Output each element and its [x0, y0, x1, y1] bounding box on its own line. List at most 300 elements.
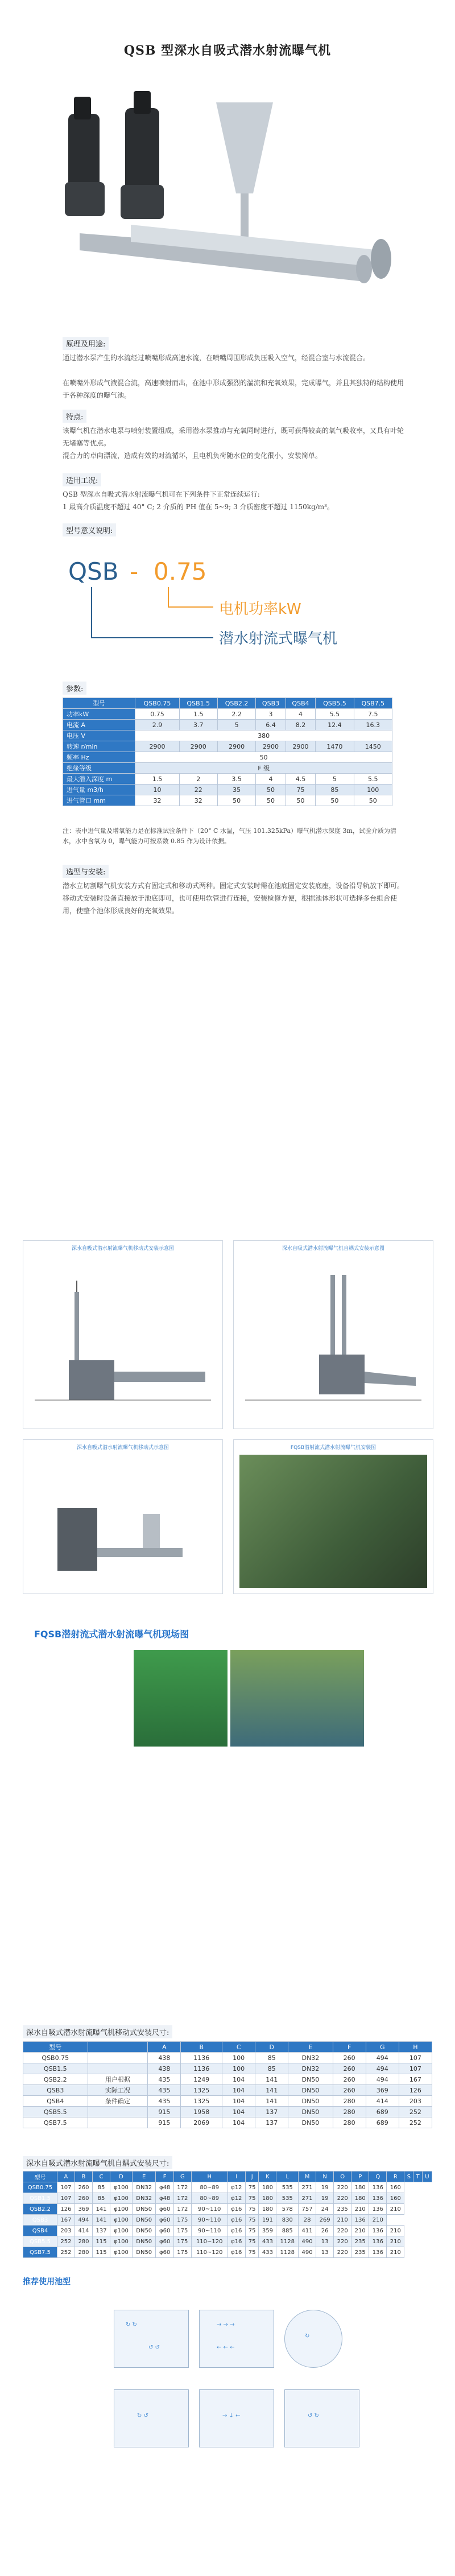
dims-cell: QSB2.2: [23, 2074, 88, 2085]
dims2-cell: DN50: [132, 2204, 156, 2215]
dims2-cell: 75: [245, 2236, 258, 2247]
dims2-cell: QSB2.2: [23, 2204, 57, 2215]
dims-cell: 280: [333, 2107, 366, 2117]
dims2-col: R: [387, 2172, 404, 2182]
dims-cell: QSB5.5: [23, 2107, 88, 2117]
model-diagram: [68, 546, 387, 660]
dims2-cell: 126: [57, 2204, 75, 2215]
dims-cell: 438: [148, 2053, 181, 2063]
dims2-cell: DN50: [132, 2226, 156, 2236]
dims2-cell: 13: [316, 2247, 334, 2258]
diagram-caption: FQSB潜射流式潜水射流曝气机安装图: [290, 1445, 377, 1451]
dims2-cell: φ16: [228, 2247, 245, 2258]
dims-col: G: [366, 2042, 399, 2053]
params-row-label: 最大潜入深度 m: [63, 774, 135, 785]
model-power-value: 0.75: [154, 558, 207, 585]
params-cell: 4: [256, 774, 286, 785]
params-cell: 2900: [286, 741, 316, 752]
dims-col: F: [333, 2042, 366, 2053]
params-cell: 10: [135, 785, 179, 795]
params-col-model: QSB1.5: [179, 698, 217, 709]
layouts-heading: 推荐使用池型: [23, 2277, 71, 2286]
dims2-cell: 220: [334, 2226, 351, 2236]
diagram-card-3: [23, 1439, 223, 1594]
model-type-label: 潜水射流式曝气机: [219, 630, 338, 647]
dims-cell: 用户根据: [88, 2074, 148, 2085]
params-cell: 380: [135, 730, 392, 741]
conditions-heading: 适用工况:: [63, 473, 101, 486]
mobile-install-diagram: [35, 1258, 211, 1423]
model-power-label: 电机功率kW: [219, 601, 301, 618]
dims-cell: [88, 2117, 148, 2128]
dims2-cell: 160: [387, 2182, 404, 2193]
dims2-cell: φ60: [156, 2247, 173, 2258]
product-hero-image: [46, 80, 410, 319]
install-heading: 选型与安装:: [63, 865, 109, 878]
params-cell: 3.7: [179, 720, 217, 730]
features-heading: 特点:: [63, 410, 86, 423]
params-heading: 参数:: [63, 682, 86, 695]
dims-cell: 1249: [181, 2074, 222, 2085]
dims2-col: M: [299, 2172, 316, 2182]
table-row: [23, 2096, 432, 2107]
dims2-cell: 85: [93, 2193, 110, 2204]
params-cell: 5.5: [316, 709, 354, 720]
dims2-col: D: [110, 2172, 133, 2182]
dims2-col: N: [316, 2172, 334, 2182]
dims2-cell: 136: [369, 2193, 387, 2204]
dims2-cell: 269: [316, 2215, 334, 2226]
dims-col: [88, 2042, 148, 2053]
params-col-model: QSB4: [286, 698, 316, 709]
dims2-cell: φ16: [228, 2215, 245, 2226]
params-row: [63, 730, 392, 741]
dims2-cell: 75: [245, 2182, 258, 2193]
install-text: 潜水立切割曝气机安装方式有固定式和移动式两种。固定式安装时需在池底固定安装底座，设备沿导轨放下即可。移动式安装时设备直接放于池底即可，也可使用软管进行连接，安装检修方便，根据池体形状可选择多台组合使用，使整个池体形成良好的充氧效果。: [63, 882, 404, 915]
dims2-col: H: [191, 2172, 228, 2182]
dims2-cell: QSB1.5: [23, 2193, 57, 2204]
dims2-cell: 75: [245, 2215, 258, 2226]
dims2-cell: φ16: [228, 2226, 245, 2236]
dims2-col: G: [173, 2172, 191, 2182]
dims2-cell: 535: [276, 2193, 299, 2204]
dims-cell: 104: [222, 2096, 255, 2107]
params-cell: 2: [179, 774, 217, 785]
dims-cell: 689: [366, 2117, 399, 2128]
dims-cell: 915: [148, 2107, 181, 2117]
dims2-cell: 414: [75, 2226, 92, 2236]
dims-cell: 104: [222, 2117, 255, 2128]
params-cell: 2900: [135, 741, 179, 752]
field-heading: FQSB潜射流式潜水射流曝气机现场图: [34, 1629, 189, 1640]
table-row: [23, 2107, 432, 2117]
params-cell: 7.5: [354, 709, 392, 720]
dims2-cell: 136: [369, 2247, 387, 2258]
params-col-label: 型号: [63, 698, 135, 709]
diagram-caption: 深水自吸式潜水射流曝气机移动式示意图: [76, 1445, 169, 1451]
dims-cell: 435: [148, 2074, 181, 2085]
params-cell: 2.9: [135, 720, 179, 730]
params-cell: 0.75: [135, 709, 179, 720]
dims-col: E: [288, 2042, 333, 2053]
params-cell: 4: [286, 709, 316, 720]
params-row: [63, 785, 392, 795]
table-row: [23, 2182, 432, 2193]
dims2-cell: 85: [93, 2182, 110, 2193]
dims-cell: 438: [148, 2063, 181, 2074]
dims-cell: 107: [399, 2063, 432, 2074]
dims-cell: 126: [399, 2085, 432, 2096]
dims2-cell: 19: [316, 2182, 334, 2193]
dims2-cell: 210: [387, 2204, 404, 2215]
dims-col: C: [222, 2042, 255, 2053]
dims-col: H: [399, 2042, 432, 2053]
params-cell: 50: [286, 795, 316, 806]
dims2-cell: 136: [369, 2204, 387, 2215]
dims-cell: 141: [255, 2085, 288, 2096]
dims2-cell: 1128: [276, 2236, 299, 2247]
dims2-cell: φ60: [156, 2215, 173, 2226]
pool-layout-2: → → → ← ← ←: [199, 2310, 274, 2368]
params-col-model: QSB0.75: [135, 698, 179, 709]
dims2-cell: 75: [245, 2193, 258, 2204]
dims-cell: 369: [366, 2085, 399, 2096]
dims2-cell: 1128: [276, 2247, 299, 2258]
table-row: [23, 2236, 432, 2247]
dims2-cell: 172: [173, 2182, 191, 2193]
params-row-label: 绝缘等级: [63, 763, 135, 774]
dims2-col: T: [413, 2172, 423, 2182]
dims2-cell: φ48: [156, 2193, 173, 2204]
dims2-cell: 235: [351, 2247, 369, 2258]
dims-cell: 1325: [181, 2096, 222, 2107]
dims2-cell: 757: [299, 2204, 316, 2215]
dims2-cell: DN32: [132, 2182, 156, 2193]
dims2-cell: 167: [57, 2215, 75, 2226]
dims2-cell: 252: [57, 2247, 75, 2258]
params-col-model: QSB7.5: [354, 698, 392, 709]
params-cell: 3: [256, 709, 286, 720]
params-cell: 2900: [256, 741, 286, 752]
dims2-cell: 830: [276, 2215, 299, 2226]
pool-layout-6: ↺ ↻: [284, 2389, 359, 2447]
conditions-text-1: QSB 型深水自吸式潜水射流曝气机可在下列条件下正常连续运行:: [63, 490, 260, 498]
params-cell: 75: [286, 785, 316, 795]
dims-cell: 104: [222, 2107, 255, 2117]
dims2-cell: 210: [369, 2215, 387, 2226]
dims2-cell: 80~89: [191, 2193, 228, 2204]
dims-cell: 85: [255, 2063, 288, 2074]
params-row: [63, 741, 392, 752]
params-cell: 50: [135, 752, 392, 763]
dims-cell: 107: [399, 2053, 432, 2063]
pool-layout-4: ↻ ↺: [114, 2389, 189, 2447]
table-row: [23, 2117, 432, 2128]
dims2-cell: φ48: [156, 2182, 173, 2193]
params-row-label: 进气管口 mm: [63, 795, 135, 806]
params-row: [63, 720, 392, 730]
params-cell: 2.2: [217, 709, 255, 720]
dims-col: A: [148, 2042, 181, 2053]
dims2-cell: 90~110: [191, 2204, 228, 2215]
params-note: 注：表中进气量及增氧能力是在标准试验条件下（20° C 水温，气压 101.325kPa）曝气机潜水深度 3m，试验介质为清水，水中含氧为 0，曝气能力可按系数 0.85 作为设计依据。: [63, 827, 396, 845]
dims2-cell: 271: [299, 2182, 316, 2193]
params-cell: 1.5: [135, 774, 179, 785]
dims2-cell: 175: [173, 2247, 191, 2258]
dims-cell: 915: [148, 2117, 181, 2128]
dims-cell: DN50: [288, 2117, 333, 2128]
dims-cell: 实际工况: [88, 2085, 148, 2096]
dims2-cell: 28: [299, 2215, 316, 2226]
dims-cell: 252: [399, 2117, 432, 2128]
params-cell: 5: [217, 720, 255, 730]
dims-cell: 85: [255, 2053, 288, 2063]
dims2-cell: 160: [387, 2193, 404, 2204]
dims2-cell: φ100: [110, 2226, 133, 2236]
table-row: [23, 2193, 432, 2204]
params-cell: 2900: [217, 741, 255, 752]
dims-cell: 260: [333, 2085, 366, 2096]
dims2-cell: 411: [299, 2226, 316, 2236]
dims2-cell: 180: [259, 2193, 276, 2204]
pool-layout-3: ↻: [284, 2310, 342, 2368]
dims2-cell: 75: [245, 2226, 258, 2236]
params-row-label: 电流 A: [63, 720, 135, 730]
table-row: [23, 2074, 432, 2085]
dims-cell: 1136: [181, 2053, 222, 2063]
coupling-install-diagram: [245, 1258, 421, 1423]
page-title: QSB 型深水自吸式潜水射流曝气机: [123, 43, 332, 58]
dims-cell: 137: [255, 2107, 288, 2117]
dims2-cell: 210: [387, 2226, 404, 2236]
dims2-cell: 115: [93, 2236, 110, 2247]
dims2-cell: 490: [299, 2247, 316, 2258]
dims2-cell: 210: [334, 2215, 351, 2226]
dims-cell: 100: [222, 2063, 255, 2074]
dims2-cell: 180: [351, 2182, 369, 2193]
dims2-col: F: [156, 2172, 173, 2182]
dims-cell: 141: [255, 2096, 288, 2107]
dims2-heading: 深水自吸式潜水射流曝气机自耦式安装尺寸:: [23, 2156, 172, 2169]
params-cell: 50: [316, 795, 354, 806]
dims2-cell: 535: [276, 2182, 299, 2193]
dims2-cell: DN50: [132, 2236, 156, 2247]
dims-cell: 435: [148, 2096, 181, 2107]
dims2-col: U: [422, 2172, 432, 2182]
dims-cell: 280: [333, 2117, 366, 2128]
params-col-model: QSB3: [256, 698, 286, 709]
params-col-model: QSB2.2: [217, 698, 255, 709]
dims2-cell: 175: [173, 2226, 191, 2236]
dims-cell: DN50: [288, 2096, 333, 2107]
params-cell: F 级: [135, 763, 392, 774]
dims2-cell: φ60: [156, 2236, 173, 2247]
dims2-cell: 19: [316, 2193, 334, 2204]
dims2-cell: 180: [351, 2193, 369, 2204]
dims2-cell: QSB4: [23, 2226, 57, 2236]
params-row: [63, 763, 392, 774]
dims2-cell: 180: [259, 2182, 276, 2193]
table-row: [23, 2226, 432, 2236]
dims2-cell: 26: [316, 2226, 334, 2236]
params-cell: 4.5: [286, 774, 316, 785]
dims-cell: 203: [399, 2096, 432, 2107]
params-cell: 6.4: [256, 720, 286, 730]
params-row: [63, 795, 392, 806]
dims-cell: [88, 2063, 148, 2074]
dims2-cell: φ12: [228, 2193, 245, 2204]
dims2-cell: 359: [259, 2226, 276, 2236]
params-cell: 3.5: [217, 774, 255, 785]
params-cell: 1450: [354, 741, 392, 752]
dims-cell: 1136: [181, 2063, 222, 2074]
table-row: [23, 2204, 432, 2215]
dims2-col: I: [228, 2172, 245, 2182]
dims-cell: 167: [399, 2074, 432, 2085]
params-row: [63, 774, 392, 785]
dims2-cell: 136: [369, 2182, 387, 2193]
diagram-caption: 深水自吸式潜水射流曝气机自耦式安装示意图: [282, 1246, 384, 1252]
dims-cell: DN50: [288, 2074, 333, 2085]
dims-cell: DN50: [288, 2085, 333, 2096]
dims2-cell: 191: [259, 2215, 276, 2226]
dims2-cell: DN50: [132, 2247, 156, 2258]
dims2-cell: 180: [259, 2204, 276, 2215]
dims-cell: 1325: [181, 2085, 222, 2096]
dims2-cell: 433: [259, 2236, 276, 2247]
dims2-cell: 210: [351, 2226, 369, 2236]
params-cell: 50: [217, 795, 255, 806]
params-cell: 5.5: [354, 774, 392, 785]
dims2-cell: 203: [57, 2226, 75, 2236]
dims-cell: QSB4: [23, 2096, 88, 2107]
table-row: [23, 2085, 432, 2096]
dims-cell: 104: [222, 2074, 255, 2085]
dims-cell: DN32: [288, 2053, 333, 2063]
principle-text-1: 通过潜水泵产生的水流经过喷嘴形成高速水流，在喷嘴周围形成负压吸入空气，经混合室与水流混合。: [63, 354, 370, 362]
dims2-cell: 107: [57, 2193, 75, 2204]
dims2-cell: 172: [173, 2193, 191, 2204]
dims2-cell: QSB7.5: [23, 2247, 57, 2258]
dims2-cell: DN32: [132, 2193, 156, 2204]
dims-col: 型号: [23, 2042, 88, 2053]
params-cell: 2900: [179, 741, 217, 752]
dims-cell: DN32: [288, 2063, 333, 2074]
dims2-col: K: [259, 2172, 276, 2182]
params-cell: 32: [179, 795, 217, 806]
dims2-cell: 110~120: [191, 2236, 228, 2247]
params-row-label: 电压 V: [63, 730, 135, 741]
dims-cell: 104: [222, 2085, 255, 2096]
dims2-cell: 175: [173, 2215, 191, 2226]
table-row: [23, 2247, 432, 2258]
dims2-cell: 220: [334, 2182, 351, 2193]
dims-cell: [88, 2107, 148, 2117]
params-row-label: 转速 r/min: [63, 741, 135, 752]
dims2-col: L: [276, 2172, 299, 2182]
dims2-cell: 260: [75, 2193, 92, 2204]
dims2-cell: 220: [334, 2193, 351, 2204]
dims2-cell: φ100: [110, 2193, 133, 2204]
dims2-cell: 210: [387, 2247, 404, 2258]
dims-cell: QSB0.75: [23, 2053, 88, 2063]
params-row-label: 频率 Hz: [63, 752, 135, 763]
diagram-caption: 深水自吸式潜水射流曝气机移动式安装示意图: [71, 1246, 174, 1252]
dims2-col: B: [75, 2172, 92, 2182]
params-cell: 85: [316, 785, 354, 795]
dims2-cell: φ100: [110, 2215, 133, 2226]
dims2-cell: φ60: [156, 2204, 173, 2215]
dims2-col: A: [57, 2172, 75, 2182]
dims2-cell: 110~120: [191, 2247, 228, 2258]
dims2-cell: 280: [75, 2236, 92, 2247]
principle-heading: 原理及用途:: [63, 337, 109, 350]
dims2-cell: 235: [351, 2236, 369, 2247]
diagram-card-1: [23, 1240, 223, 1429]
dims-cell: 1958: [181, 2107, 222, 2117]
pool-layout-5: → ↓ ←: [199, 2389, 274, 2447]
dims-cell: 689: [366, 2107, 399, 2117]
dims2-cell: QSB5.5: [23, 2236, 57, 2247]
dims2-cell: 172: [173, 2204, 191, 2215]
params-cell: 1.5: [179, 709, 217, 720]
dims2-cell: φ12: [228, 2182, 245, 2193]
dims2-cell: 141: [93, 2204, 110, 2215]
field-photo-2: [230, 1650, 364, 1747]
dims2-cell: 80~89: [191, 2182, 228, 2193]
dims2-cell: 235: [334, 2204, 351, 2215]
features-text-1: 该曝气机在潜水电泵与喷射装置组成，采用潜水泵推动与充氧同时进行，既可获得较高的氧气吸收率，又具有叶轮无堵塞等优点。: [63, 427, 404, 447]
dims2-cell: 885: [276, 2226, 299, 2236]
dims2-cell: 210: [387, 2236, 404, 2247]
params-cell: 5: [316, 774, 354, 785]
params-cell: 1470: [316, 741, 354, 752]
dims2-col: J: [245, 2172, 258, 2182]
dims-cell: 260: [333, 2053, 366, 2063]
dims2-cell: 107: [57, 2182, 75, 2193]
dims2-cell: 75: [245, 2204, 258, 2215]
params-table: [63, 697, 392, 806]
pool-layout-1: ↻ ↻ ↺ ↺: [114, 2310, 189, 2368]
dims2-cell: 578: [276, 2204, 299, 2215]
dims-cell: QSB1.5: [23, 2063, 88, 2074]
params-cell: 32: [135, 795, 179, 806]
dims-cell: 137: [255, 2117, 288, 2128]
dims2-cell: 433: [259, 2247, 276, 2258]
dims2-cell: 90~110: [191, 2226, 228, 2236]
dims2-cell: 369: [75, 2204, 92, 2215]
dims2-cell: φ100: [110, 2247, 133, 2258]
dims2-cell: φ60: [156, 2226, 173, 2236]
dims-cell: 141: [255, 2074, 288, 2085]
dims2-cell: QSB0.75: [23, 2182, 57, 2193]
dims2-cell: 13: [316, 2236, 334, 2247]
params-cell: 8.2: [286, 720, 316, 730]
params-row: [63, 709, 392, 720]
dims2-cell: 90~110: [191, 2215, 228, 2226]
dims-cell: 280: [333, 2096, 366, 2107]
dims-cell: 414: [366, 2096, 399, 2107]
dims-cell: 260: [333, 2063, 366, 2074]
dims-cell: 494: [366, 2063, 399, 2074]
dims2-cell: 220: [334, 2247, 351, 2258]
table-row: [23, 2215, 432, 2226]
dims2-cell: 136: [369, 2226, 387, 2236]
params-row: [63, 752, 392, 763]
dims-table: [23, 2041, 432, 2128]
params-col-model: QSB5.5: [316, 698, 354, 709]
params-cell: 50: [256, 785, 286, 795]
